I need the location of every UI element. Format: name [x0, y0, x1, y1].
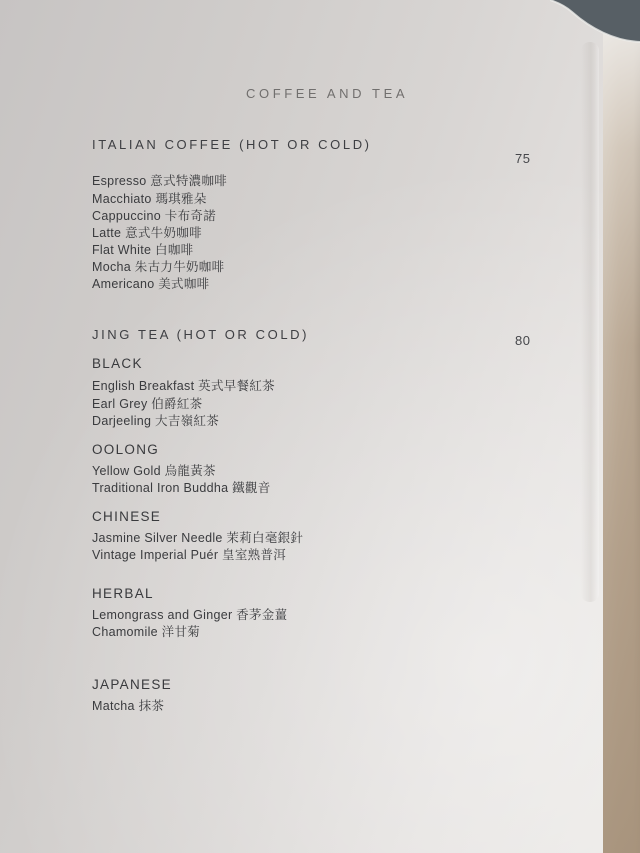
subsection-heading-oolong: OOLONG: [92, 442, 160, 457]
subsection-heading-herbal: HERBAL: [92, 586, 154, 601]
menu-item: Earl Grey 伯爵紅茶: [92, 397, 203, 411]
table-background-corner: [550, 0, 640, 60]
menu-item: Matcha 抹茶: [92, 699, 165, 713]
menu-item: Americano 美式咖啡: [92, 277, 210, 291]
menu-item: Lemongrass and Ginger 香茅金薑: [92, 608, 288, 622]
menu-item: Yellow Gold 烏龍黃茶: [92, 464, 216, 478]
menu-item: English Breakfast 英式早餐紅茶: [92, 379, 275, 393]
menu-item: Cappuccino 卡布奇諾: [92, 209, 216, 223]
menu-item: Vintage Imperial Puér 皇室熟普洱: [92, 548, 287, 562]
menu-item: Macchiato 瑪琪雅朵: [92, 192, 207, 206]
menu-item: Latte 意式牛奶咖啡: [92, 226, 202, 240]
subsection-heading-chinese: CHINESE: [92, 509, 162, 524]
section-price: 75: [515, 151, 531, 166]
menu-item: Mocha 朱古力牛奶咖啡: [92, 260, 225, 274]
section-heading-italian-coffee: ITALIAN COFFEE (HOT OR COLD): [92, 137, 372, 152]
menu-item: Flat White 白咖啡: [92, 243, 194, 257]
menu-item: Traditional Iron Buddha 鐵觀音: [92, 481, 271, 495]
page-fold-shadow: [581, 42, 599, 602]
section-heading-jing-tea: JING TEA (HOT OR COLD): [92, 327, 310, 342]
subsection-heading-black: BLACK: [92, 356, 143, 371]
page-title: COFFEE AND TEA: [246, 86, 409, 101]
menu-item: Chamomile 洋甘菊: [92, 625, 201, 639]
menu-item: Jasmine Silver Needle 茉莉白毫銀針: [92, 531, 304, 545]
book-pages-edge: [603, 34, 640, 853]
subsection-heading-japanese: JAPANESE: [92, 677, 172, 692]
menu-item: Espresso 意式特濃咖啡: [92, 174, 228, 188]
menu-item: Darjeeling 大吉嶺紅茶: [92, 414, 220, 428]
section-price: 80: [515, 333, 531, 348]
